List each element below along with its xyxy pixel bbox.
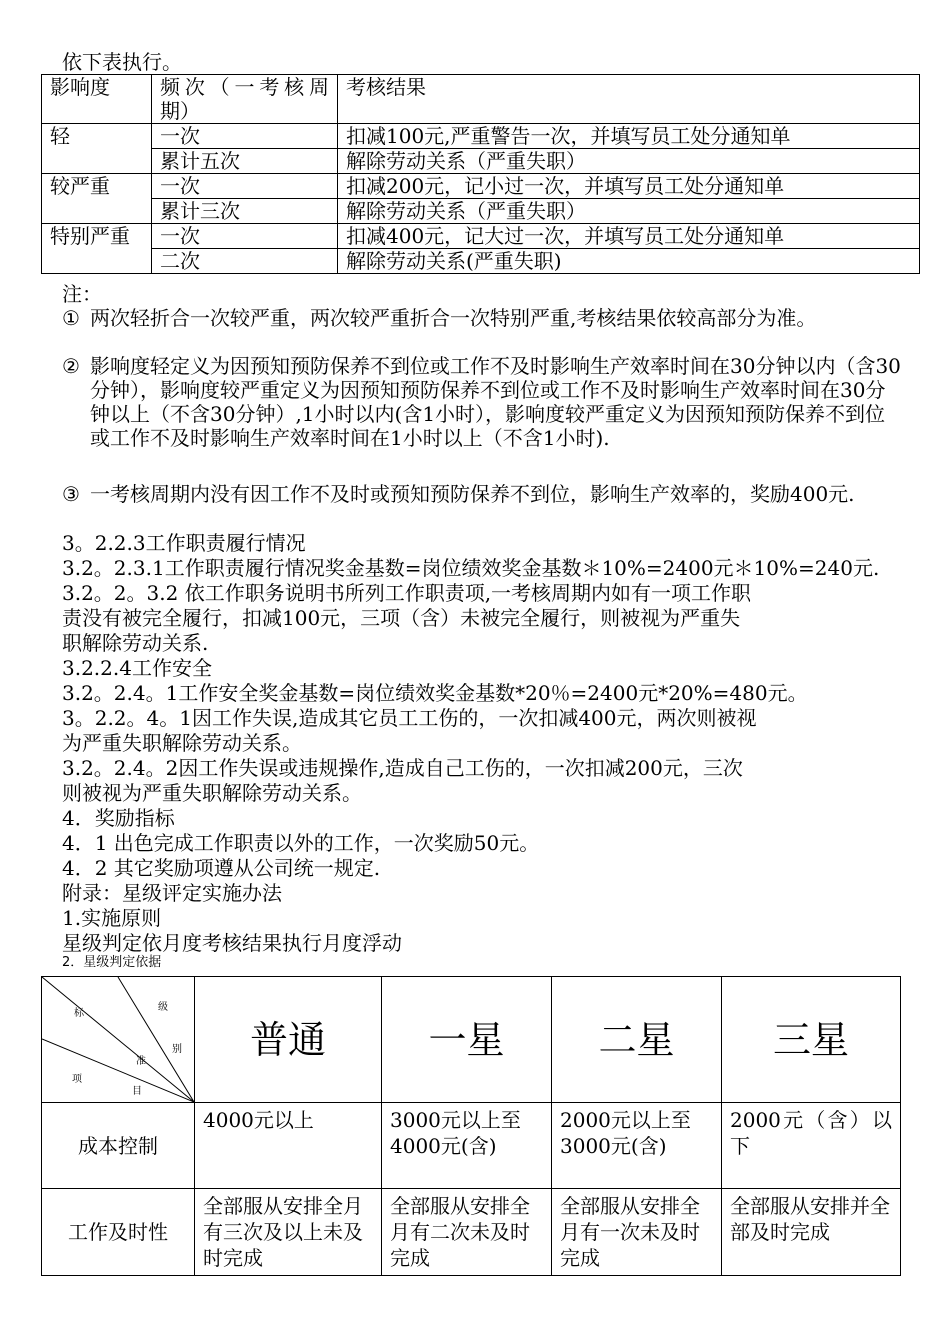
- result-cell: 解除劳动关系（严重失职）: [338, 199, 920, 224]
- criterion-cell: 工作及时性: [42, 1189, 195, 1276]
- note-item: [62, 306, 902, 330]
- note-text: 两次轻折合一次较严重，两次较严重折合一次特别严重,考核结果依较高部分为准。: [90, 306, 817, 330]
- result-cell: 解除劳动关系(严重失职): [338, 249, 920, 274]
- table-header-row: [42, 977, 901, 1103]
- body-line: 4．奖励指标: [62, 806, 175, 830]
- header-cell: 频次（一考核周期）: [152, 75, 338, 124]
- body-line: 3.2。2。3.2 依工作职务说明书所列工作职责项,一考核周期内如有一项工作职: [62, 581, 752, 605]
- assessment-table: [41, 74, 920, 274]
- level-header: 普通: [195, 977, 382, 1103]
- body-line: 为严重失职解除劳动关系。: [62, 731, 302, 755]
- diag-label: 准: [136, 1056, 146, 1067]
- level-cell: 轻: [42, 124, 152, 174]
- diagonal-header-cell: [42, 977, 195, 1103]
- body-line: 3.2.2.4工作安全: [62, 656, 212, 680]
- table-row: [42, 1103, 901, 1189]
- diag-label: 别: [172, 1044, 182, 1055]
- freq-cell: 累计三次: [152, 199, 338, 224]
- note-number: ②: [62, 354, 80, 378]
- table-row: [42, 174, 920, 199]
- criterion-value: 2000元以上至3000元(含): [552, 1103, 722, 1189]
- body-line: 职解除劳动关系.: [62, 631, 209, 655]
- body-line: 3。2.2。4。1因工作失误,造成其它员工工伤的，一次扣减400元，两次则被视: [62, 706, 757, 730]
- body-line: 4．2 其它奖励项遵从公司统一规定.: [62, 856, 381, 880]
- criterion-value: 4000元以上: [195, 1103, 382, 1189]
- criterion-value: 2000元（含）以下: [722, 1103, 901, 1189]
- level-header: 三星: [722, 977, 901, 1103]
- table-header-row: [42, 75, 920, 124]
- result-cell: 扣减200元，记小过一次，并填写员工处分通知单: [338, 174, 920, 199]
- notes-title: 注：: [62, 282, 102, 306]
- header-cell: 影响度: [42, 75, 152, 124]
- criterion-value: 全部服从安排全月有三次及以上未及时完成: [195, 1189, 382, 1276]
- intro-text: 依下表执行。: [62, 50, 182, 74]
- diag-label: 项: [72, 1074, 82, 1085]
- level-header: 二星: [552, 977, 722, 1103]
- body-line: 星级判定依月度考核结果执行月度浮动: [62, 931, 402, 955]
- result-cell: 解除劳动关系（严重失职）: [338, 149, 920, 174]
- freq-cell: 一次: [152, 124, 338, 149]
- note-number: ①: [62, 306, 80, 330]
- diagonal-lines: [42, 977, 194, 1102]
- level-cell: 较严重: [42, 174, 152, 224]
- table-row: [42, 249, 920, 274]
- note-item: [62, 482, 902, 506]
- body-line: 3.2。2.3.1工作职责履行情况奖金基数=岗位绩效奖金基数＊10%=2400元＊10%=240元.: [62, 556, 880, 580]
- table-row: [42, 149, 920, 174]
- body-line: 3.2。2.4。2因工作失误或违规操作,造成自己工伤的，一次扣减200元，三次: [62, 756, 743, 780]
- body-line: 4．1 出色完成工作职责以外的工作，一次奖励50元。: [62, 831, 540, 855]
- note-text: 一考核周期内没有因工作不及时或预知预防保养不到位，影响生产效率的，奖励400元.: [90, 482, 855, 506]
- criterion-value: 3000元以上至4000元(含): [382, 1103, 552, 1189]
- note-number: ③: [62, 482, 80, 506]
- body-line: 1.实施原则: [62, 906, 162, 930]
- body-line: 3.2。2.4。1工作安全奖金基数=岗位绩效奖金基数*20％=2400元*20%=480元。: [62, 681, 808, 705]
- star-rating-table: [41, 976, 901, 1276]
- diag-label: 目: [132, 1086, 142, 1097]
- body-line: 附录：星级评定实施办法: [62, 881, 282, 905]
- criterion-value: 全部服从安排全月有一次未及时完成: [552, 1189, 722, 1276]
- result-cell: 扣减100元,严重警告一次，并填写员工处分通知单: [338, 124, 920, 149]
- criterion-cell: 成本控制: [42, 1103, 195, 1189]
- table-row: [42, 124, 920, 149]
- freq-cell: 一次: [152, 174, 338, 199]
- note-item: [62, 354, 902, 450]
- criterion-value: 全部服从安排并全部及时完成: [722, 1189, 901, 1276]
- criterion-value: 全部服从安排全月有二次未及时完成: [382, 1189, 552, 1276]
- body-line: 责没有被完全履行，扣减100元，三项（含）未被完全履行，则被视为严重失: [62, 606, 741, 630]
- freq-cell: 二次: [152, 249, 338, 274]
- small-heading: 2．星级判定依据: [62, 955, 162, 970]
- freq-cell: 一次: [152, 224, 338, 249]
- body-line: 则被视为严重失职解除劳动关系。: [62, 781, 362, 805]
- result-cell: 扣减400元，记大过一次，并填写员工处分通知单: [338, 224, 920, 249]
- body-line: 3。2.2.3工作职责履行情况: [62, 531, 306, 555]
- table-row: [42, 224, 920, 249]
- diag-label: 级: [158, 1002, 168, 1013]
- diag-label: 标: [74, 1008, 84, 1019]
- freq-cell: 累计五次: [152, 149, 338, 174]
- table-row: [42, 199, 920, 224]
- note-text: 影响度轻定义为因预知预防保养不到位或工作不及时影响生产效率时间在30分钟以内（含30分钟），影响度较严重定义为因预知预防保养不到位或工作不及时影响生产效率时间在30分钟以上（不含30分钟）,1小时以内(含1小时），影响度较严重定义为因预知预防保养不到位或工作不及时影响生产效率时间在1小时以上（不含1小时).: [90, 354, 901, 450]
- level-header: 一星: [382, 977, 552, 1103]
- header-cell: 考核结果: [338, 75, 920, 124]
- level-cell: 特别严重: [42, 224, 152, 274]
- table-row: [42, 1189, 901, 1276]
